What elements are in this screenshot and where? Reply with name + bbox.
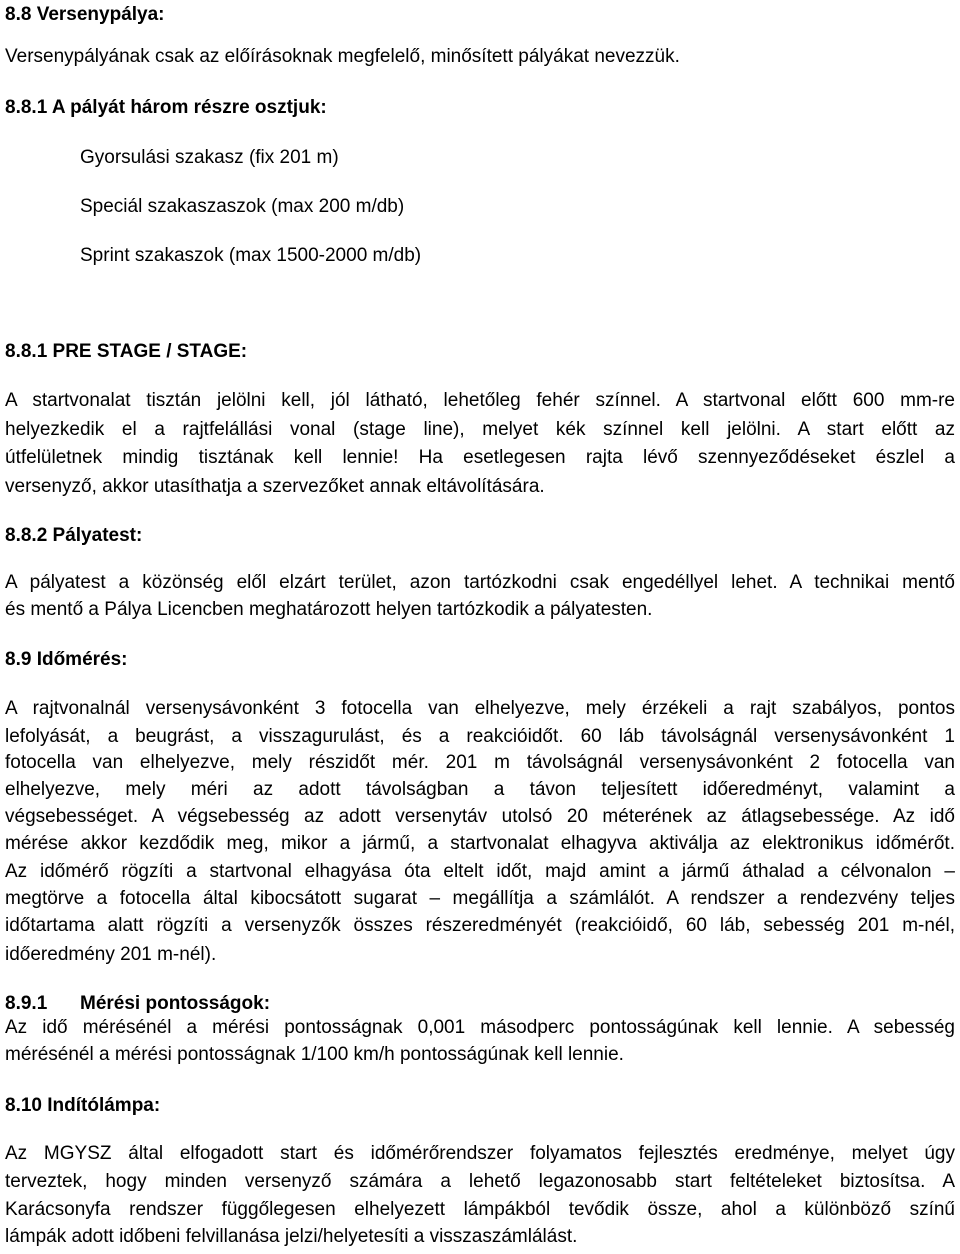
section-heading-8-8-2: 8.8.2 Pályatest: (5, 525, 143, 546)
paragraph-line: terveztek, hogy minden versenyző számára a lehető legazonosabb start feltételeket biztosítsa. A (5, 1171, 955, 1192)
paragraph-line: és mentő a Pálya Licencben meghatározott helyen tartózkodik a pályatesten. (5, 599, 653, 620)
paragraph-line: lámpák adott időbeni felvillanása jelzi/helyetesíti a visszaszámlálást. (5, 1226, 578, 1247)
list-item: Sprint szakaszok (max 1500-2000 m/db) (80, 245, 422, 266)
paragraph-line: mérése akkor kezdődik meg, mikor a jármű, a startvonalat elhagyva aktiválja az elektronikus időmérőt. (5, 833, 955, 854)
paragraph-line: Az időmérő rögzíti a startvonal elhagyása óta eltelt időt, majd amint a jármű áthalad a célvonalon – (5, 861, 955, 882)
section-heading-8-8: 8.8 Versenypálya: (5, 4, 165, 25)
paragraph-line: Az idő mérésénél a mérési pontosságnak 0,001 másodperc pontosságúnak kell lennie. A sebesség (5, 1017, 955, 1038)
section-number-8-9-1: 8.9.1 (5, 993, 48, 1014)
section-heading-8-9: 8.9 Időmérés: (5, 649, 128, 670)
list-item: Gyorsulási szakasz (fix 201 m) (80, 147, 339, 168)
paragraph-line: útfelületnek mindig tisztának kell lennie! Ha esetlegesen rajta lévő szennyeződéseket észlel a (5, 447, 955, 468)
paragraph-line: A startvonalat tisztán jelölni kell, jól látható, lehetőleg fehér színnel. A startvonal előtt 600 mm-re (5, 390, 955, 411)
paragraph-line: Az MGYSZ által elfogadott start és időmérőrendszer folyamatos fejlesztés eredménye, melyet úgy (5, 1143, 955, 1164)
paragraph-line: A rajtvonalnál versenysávonként 3 fotocella van elhelyezve, mely érzékeli a rajt szabályos, pontos (5, 698, 955, 719)
paragraph-line: fotocella van elhelyezve, mely részidőt mér. 201 m távolságnál versenysávonként 2 fotocella van (5, 752, 955, 773)
section-8-8-intro: Versenypályának csak az előírásoknak megfelelő, minősített pályákat nevezzük. (5, 46, 680, 67)
list-item: Speciál szakaszaszok (max 200 m/db) (80, 196, 405, 217)
paragraph-line: mérésénél a mérési pontosságnak 1/100 km/h pontosságúnak kell lennie. (5, 1044, 624, 1065)
paragraph-line: időeredmény 201 m-nél). (5, 944, 217, 965)
paragraph-line: végsebességet. A végsebesség az adott versenytáv utolsó 20 méterének az átlagsebessége. Az idő (5, 806, 955, 827)
paragraph-line: megtörve a fotocella által kibocsátott sugarat – megállítja a számlálót. A rendszer a rendezvény teljes (5, 888, 955, 909)
paragraph-line: helyezkedik el a rajtfelállási vonal (stage line), melyet kék színnel kell jelölni. A start előtt az (5, 419, 955, 440)
paragraph-line: elhelyezve, mely méri az adott távolságban a távon teljesített időeredményt, valamint a (5, 779, 955, 800)
paragraph-line: A pályatest a közönség elől elzárt terület, azon tartózkodni csak engedéllyel lehet. A technikai mentő (5, 572, 955, 593)
paragraph-line: versenyző, akkor utasíthatja a szervezőket annak eltávolítására. (5, 476, 545, 497)
section-heading-8-8-1-stage: 8.8.1 PRE STAGE / STAGE: (5, 341, 248, 362)
paragraph-line: időtartama alatt rögzíti a versenyzők összes részeredményét (reakcióidő, 60 láb, sebesség 201 m-nél, (5, 915, 955, 936)
section-title-8-9-1: Mérési pontosságok: (80, 993, 271, 1014)
section-heading-8-10: 8.10 Indítólámpa: (5, 1095, 161, 1116)
paragraph-line: Karácsonyfa rendszer függőlegesen elhelyezett lámpákból tevődik össze, ahol a különböző színű (5, 1199, 955, 1220)
section-heading-8-8-1-parts: 8.8.1 A pályát három részre osztjuk: (5, 97, 327, 118)
paragraph-line: lefolyását, a beugrást, a visszagurulást, és a reakcióidőt. 60 láb távolságnál versenysávonként 1 (5, 726, 955, 747)
